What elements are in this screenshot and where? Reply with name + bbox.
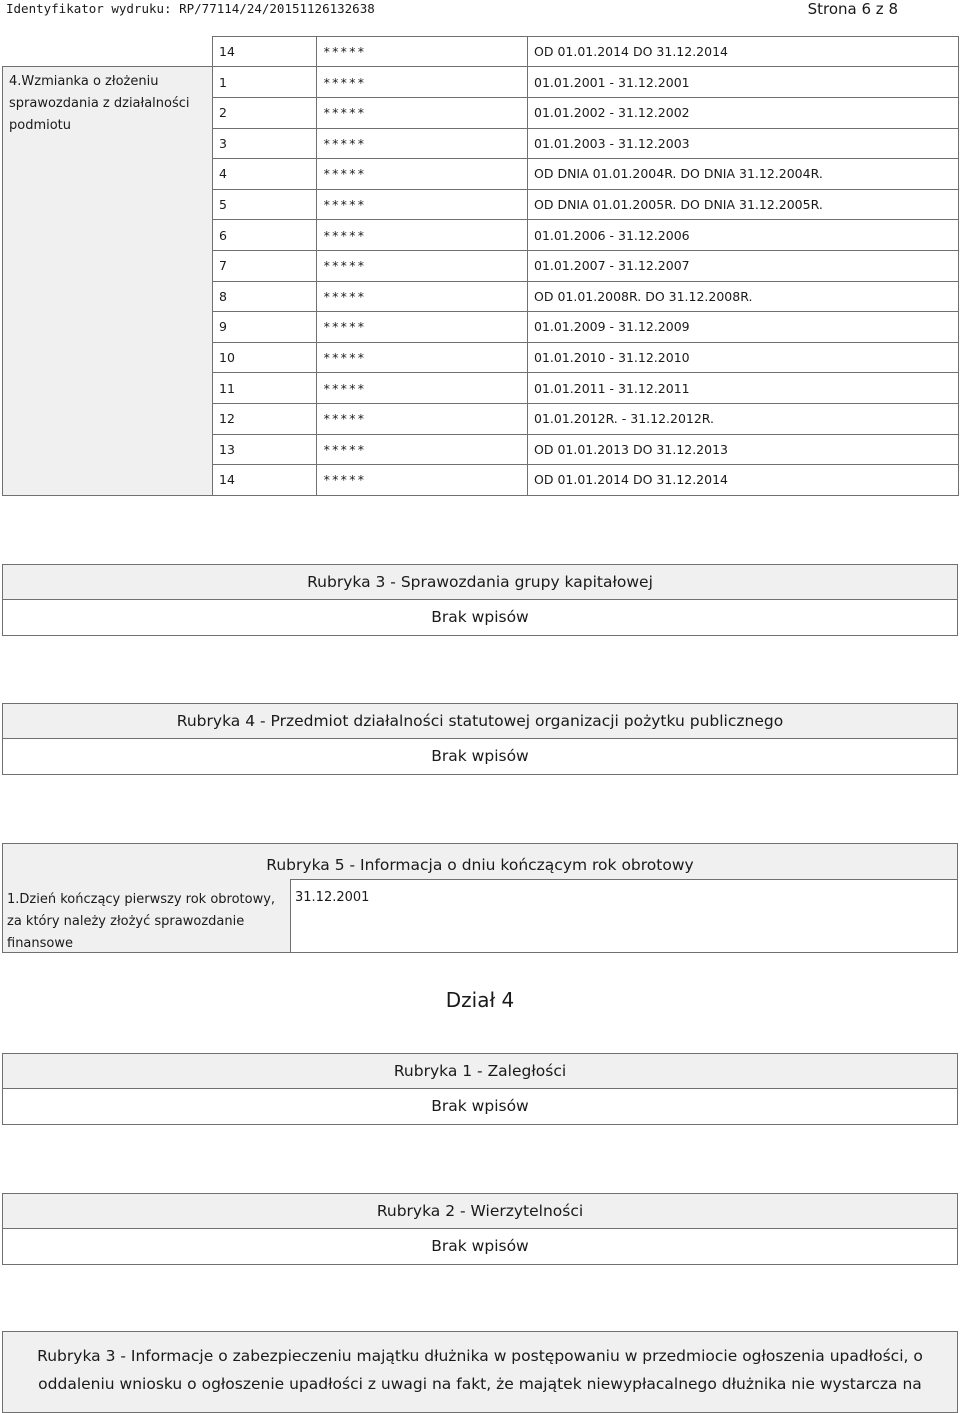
section-title: Rubryka 2 - Wierzytelności	[3, 1194, 957, 1229]
row-period: 01.01.2007 - 31.12.2007	[528, 250, 959, 281]
row-stars: *****	[317, 67, 528, 98]
rubryka-5-section	[2, 843, 958, 953]
row-number: 2	[213, 98, 317, 129]
row-number: 13	[213, 434, 317, 465]
section-title: Rubryka 5 - Informacja o dniu kończącym rok obrotowy	[266, 856, 694, 874]
page-number: Strona 6 z 8	[807, 0, 898, 18]
top-continuation-table	[212, 36, 959, 67]
row-period: 01.01.2009 - 31.12.2009	[528, 312, 959, 343]
row-stars: *****	[317, 373, 528, 404]
row-number: 7	[213, 250, 317, 281]
row-period: OD 01.01.2014 DO 31.12.2014	[528, 465, 959, 496]
row-stars: *****	[317, 403, 528, 434]
row-period: OD DNIA 01.01.2004R. DO DNIA 31.12.2004R.	[528, 159, 959, 190]
row-number: 14	[213, 37, 317, 67]
row-number: 5	[213, 189, 317, 220]
row-number: 1	[213, 67, 317, 98]
row-stars: *****	[317, 98, 528, 129]
row-stars: *****	[317, 220, 528, 251]
section-title: Rubryka 3 - Informacje o zabezpieczeniu majątku dłużnika w postępowaniu w przedmiocie ogłoszenia upadłości, o oddaleniu wniosku o ogłoszenie upadłości z uwagi na fakt, że majątek niewypłacalnego dłużnika nie wystarcza na	[37, 1347, 923, 1393]
row-period: 01.01.2012R. - 31.12.2012R.	[528, 403, 959, 434]
row-period: 01.01.2011 - 31.12.2011	[528, 373, 959, 404]
row-period: OD 01.01.2008R. DO 31.12.2008R.	[528, 281, 959, 312]
row-number: 4	[213, 159, 317, 190]
row-period: 01.01.2001 - 31.12.2001	[528, 67, 959, 98]
no-entries-text: Brak wpisów	[431, 747, 529, 765]
row-stars: *****	[317, 281, 528, 312]
row-stars: *****	[317, 312, 528, 343]
row-period: OD 01.01.2013 DO 31.12.2013	[528, 434, 959, 465]
table-row	[3, 67, 959, 98]
row-number: 8	[213, 281, 317, 312]
row-number: 11	[213, 373, 317, 404]
row-number: 10	[213, 342, 317, 373]
report-mention-table	[2, 66, 959, 496]
row-stars: *****	[317, 465, 528, 496]
fiscal-year-end-value: 31.12.2001	[290, 879, 957, 952]
row-period: 01.01.2006 - 31.12.2006	[528, 220, 959, 251]
rubryka-3-section	[2, 564, 958, 636]
row-number: 14	[213, 465, 317, 496]
row-stars: *****	[317, 37, 528, 67]
row-period: 01.01.2002 - 31.12.2002	[528, 98, 959, 129]
section-label: 4.Wzmianka o złożeniu sprawozdania z działalności podmiotu	[3, 67, 213, 496]
row-number: 9	[213, 312, 317, 343]
row-number: 6	[213, 220, 317, 251]
section-title: Rubryka 1 - Zaległości	[3, 1054, 957, 1089]
row-stars: *****	[317, 159, 528, 190]
row-period: 01.01.2003 - 31.12.2003	[528, 128, 959, 159]
section-title: Rubryka 4 - Przedmiot działalności statutowej organizacji pożytku publicznego	[3, 704, 957, 739]
no-entries-text: Brak wpisów	[431, 1097, 529, 1115]
page-header	[0, 0, 960, 20]
dzial-4-rubryka-2-section	[2, 1193, 958, 1265]
print-identifier: Identyfikator wydruku: RP/77114/24/20151126132638	[6, 1, 375, 16]
row-stars: *****	[317, 342, 528, 373]
fiscal-year-end-label: 1.Dzień kończący pierwszy rok obrotowy, za który należy złożyć sprawozdanie finansowe	[7, 892, 276, 951]
row-period: OD DNIA 01.01.2005R. DO DNIA 31.12.2005R.	[528, 189, 959, 220]
row-period: 01.01.2010 - 31.12.2010	[528, 342, 959, 373]
row-number: 3	[213, 128, 317, 159]
rubryka-4-section	[2, 703, 958, 775]
section-title: Rubryka 3 - Sprawozdania grupy kapitałowej	[3, 565, 957, 600]
row-stars: *****	[317, 128, 528, 159]
dzial-4-rubryka-1-section	[2, 1053, 958, 1125]
row-number: 12	[213, 403, 317, 434]
row-stars: *****	[317, 189, 528, 220]
row-stars: *****	[317, 250, 528, 281]
dzial-4-rubryka-3-section	[2, 1331, 958, 1413]
row-period: OD 01.01.2014 DO 31.12.2014	[528, 37, 959, 67]
dzial-4-heading: Dział 4	[445, 988, 515, 1012]
table-row	[213, 37, 959, 67]
row-stars: *****	[317, 434, 528, 465]
no-entries-text: Brak wpisów	[431, 1237, 529, 1255]
no-entries-text: Brak wpisów	[431, 608, 529, 626]
